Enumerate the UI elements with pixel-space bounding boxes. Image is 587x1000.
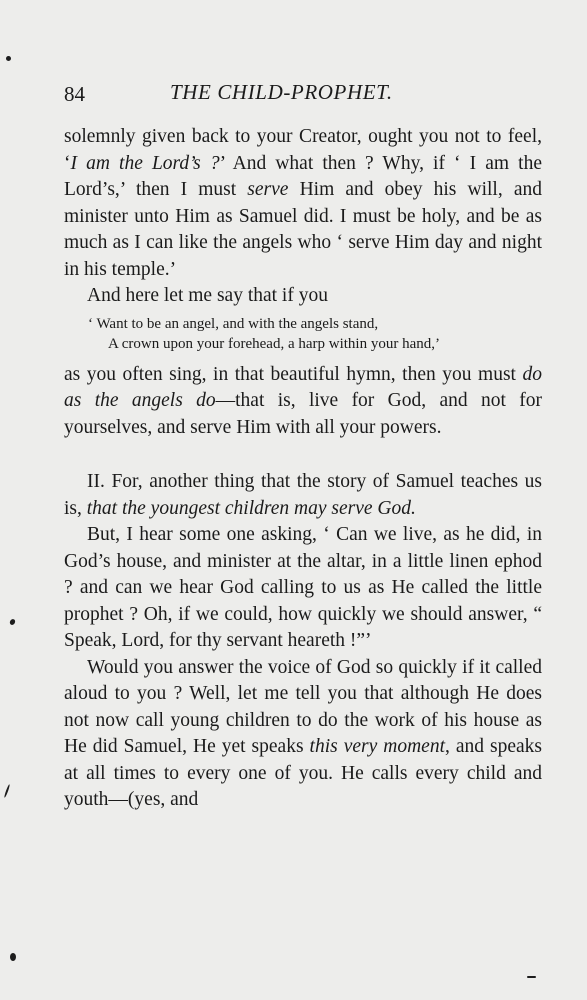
paragraph [64,469,542,522]
italic-run: that the youngest children may serve God. [86,497,416,519]
text-run: ’ And what then ? Why, if ‘ I am the Lord’s,’ then I must [64,152,542,200]
italic-run: this very moment [309,736,445,757]
page-number: 84 [64,82,85,106]
hymn-quote [64,314,542,354]
running-head: THE CHILD-PROPHET. [170,80,393,104]
body-text [64,124,542,814]
text-run: Him and obey his will, and minister unto Him as Samuel did. I must be holy, and be as much as I can like the angels who ‘ serve Him day and night in his temple.’ [64,179,542,280]
section-gap [64,441,542,469]
text-run: —that is, live for God, and not for yourselves, and serve Him with all your powers. [64,390,542,438]
ink-speck [10,953,16,961]
ink-speck [4,784,11,798]
text-run: as you often sing, in that beautiful hymn, then you must [64,363,523,385]
text-run: Would you answer the voice of God so quickly if it called aloud to you ? Well, let me tell you that although He does not now call young children to do the work of his house as He did Samuel, He yet speaks [64,656,542,757]
paragraph [64,362,542,442]
text-run: , and speaks at all times to every one of you. He calls every child and youth—(yes, and [64,736,542,810]
italic-run: serve [247,179,289,200]
paragraph [64,655,542,814]
paragraph [64,124,542,283]
page-header [64,76,554,110]
paragraph: And here let me say that if you [87,285,328,306]
italic-run: I am the Lord’s ? [70,152,220,174]
quote-line: ‘ Want to be an angel, and with the angels stand, [88,315,379,332]
italic-run: do as the angels do [64,363,542,411]
text-run: solemnly given back to your Creator, ought you not to feel, ‘ [64,126,542,174]
text-run: II. For, another thing that the story of Samuel teaches us is, [64,471,542,519]
paragraph: But, I hear some one asking, ‘ Can we live, as he did, in God’s house, and minister at the altar, in a little linen ephod ? and can we hear God calling to us as He called the little prophet ? Oh, if we could, how quickly we should answer, “ Speak, Lord, for thy servant heareth !”’ [64,524,542,651]
ink-speck [6,56,11,61]
ink-speck [9,618,16,626]
ink-speck [527,976,536,978]
quote-line: A crown upon your forehead, a harp within your hand,’ [108,335,440,352]
